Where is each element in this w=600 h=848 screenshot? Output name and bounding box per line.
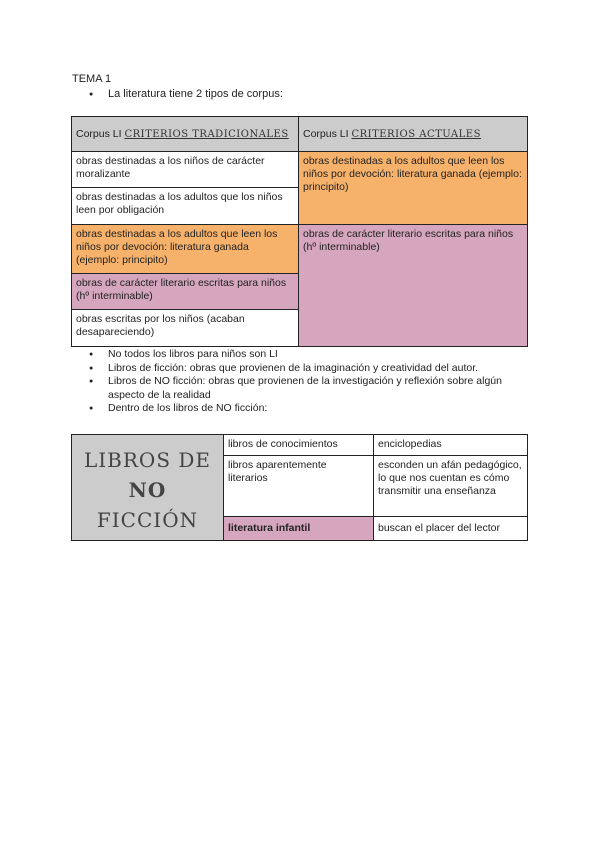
header-prefix: Corpus LI: [76, 128, 122, 141]
table-cell: literatura infantil: [224, 517, 374, 541]
header-handwritten: CRITERIOS ACTUALES: [351, 129, 481, 141]
corpus-table: [71, 116, 528, 347]
list-item: ● Dentro de los libros de NO ficción:: [88, 402, 528, 416]
table-cell: buscan el placer del lector: [374, 517, 528, 541]
list-item: ● Libros de ficción: obras que provienen de la imaginación y creatividad del autor.: [88, 362, 528, 376]
table-cell: obras destinadas a los adultos que leen los niños por devoción: literatura ganada (ejemplo: principito): [72, 225, 299, 274]
page-title: TEMA 1: [72, 73, 112, 85]
label-bold: NO: [128, 478, 167, 502]
table-cell: obras de carácter literario escritas para niños (hº interminable): [299, 225, 528, 347]
label-light: LIBROS DE: [83, 448, 212, 472]
table-cell: libros de conocimientos: [224, 435, 374, 456]
table-cell: obras escritas por los niños (acaban desapareciendo): [72, 310, 299, 347]
table-cell: obras destinadas a los adultos que leen los niños por devoción: literatura ganada (ejemplo: principito): [299, 152, 528, 225]
table-cell: obras destinadas a los adultos que los niños leen por obligación: [72, 188, 299, 225]
nonfiction-label: [72, 435, 224, 541]
table-cell: enciclopedias: [374, 435, 528, 456]
list-item: ● La literatura tiene 2 tipos de corpus:: [88, 88, 528, 102]
header-traditional: [72, 117, 299, 152]
label-line2: FICCIÓN: [96, 508, 199, 532]
header-current: [299, 117, 528, 152]
table-cell: obras destinadas a los niños de carácter moralizante: [72, 152, 299, 188]
table-cell: libros aparentemente literarios: [224, 456, 374, 517]
header-prefix: Corpus LI: [303, 128, 349, 141]
list-item: ● Libros de NO ficción: obras que provienen de la investigación y reflexión sobre algún aspecto de la realidad: [88, 375, 528, 402]
nonfiction-table: [71, 434, 528, 541]
bullet-list: [88, 348, 528, 416]
table-cell: obras de carácter literario escritas para niños (hº interminable): [72, 274, 299, 310]
table-cell: esconden un afán pedagógico, lo que nos cuentan es cómo transmitir una enseñanza: [374, 456, 528, 517]
header-handwritten: CRITERIOS TRADICIONALES: [124, 129, 289, 141]
intro-bullet-list: [88, 88, 528, 102]
list-item: ● No todos los libros para niños son LI: [88, 348, 528, 362]
